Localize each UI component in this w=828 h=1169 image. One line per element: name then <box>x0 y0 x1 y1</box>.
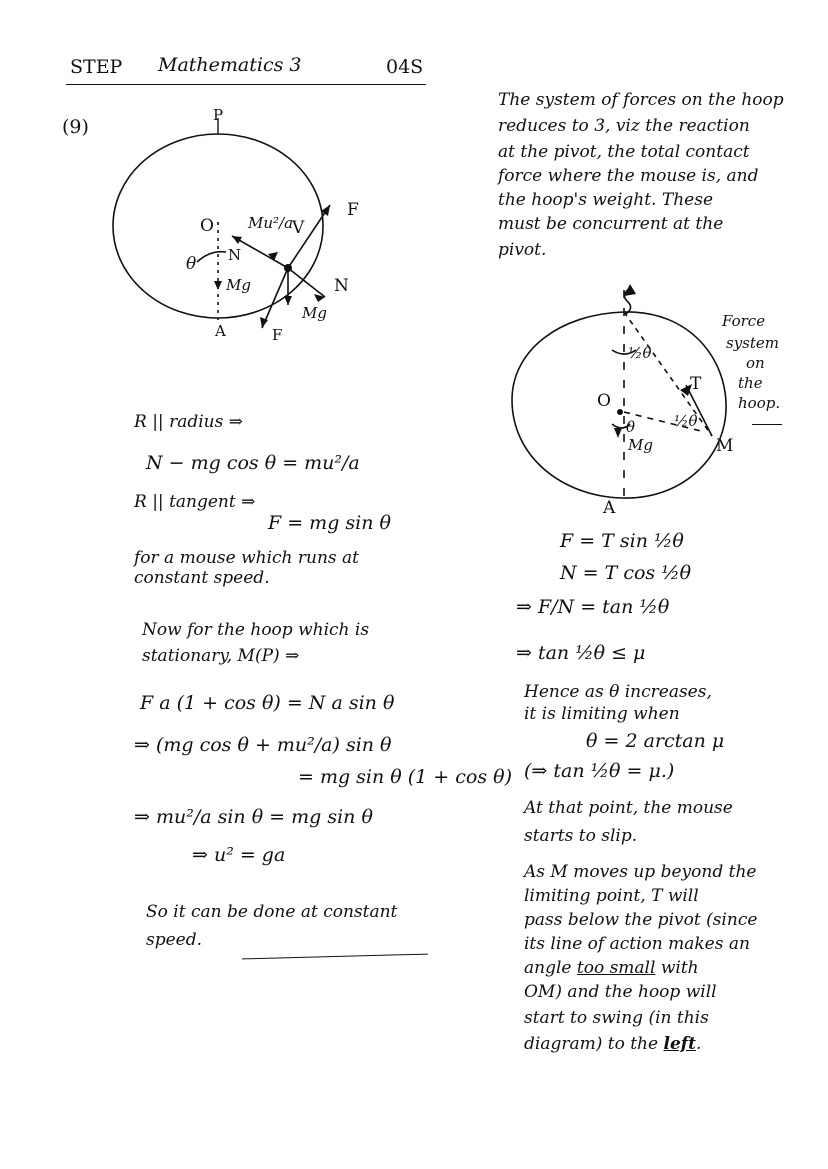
label-mg-outer: Mg <box>302 304 327 322</box>
label-m: M <box>716 436 734 456</box>
label-theta-2: θ <box>626 418 636 436</box>
side-label-5: hoop. <box>738 394 781 412</box>
right-hence-2: it is limiting when <box>524 704 680 724</box>
right-final-6: OM) and the hoop will <box>524 982 717 1002</box>
o-dot <box>617 409 623 415</box>
header-title: Mathematics 3 <box>158 54 302 76</box>
left-r-radius: R || radius ⇒ <box>134 412 243 432</box>
intro-line-1: The system of forces on the hoop <box>498 90 784 110</box>
right-eq4: ⇒ tan ½θ ≤ μ <box>516 642 646 664</box>
header-code: 04S <box>386 56 424 78</box>
intro-line-7: pivot. <box>498 240 547 260</box>
side-label-3: on <box>746 354 765 372</box>
label-a: A <box>215 322 226 340</box>
label-half-theta-top: ½θ <box>628 344 652 362</box>
label-p: P <box>213 106 224 124</box>
label-half-theta-right: ½θ <box>674 412 698 430</box>
left-eq1: N − mg cos θ = mu²/a <box>146 452 360 474</box>
left-eq3: F a (1 + cos θ) = N a sin θ <box>140 692 395 714</box>
label-o-2: O <box>597 391 611 411</box>
label-t: T <box>690 374 702 394</box>
left-mouse-1: for a mouse which runs at <box>134 548 360 568</box>
header-left: STEP <box>70 56 123 78</box>
right-hence-3: θ = 2 arctan μ <box>586 730 725 752</box>
right-hence-1: Hence as θ increases, <box>524 682 712 702</box>
side-label-4: the <box>738 374 763 392</box>
left-eq5: = mg sin θ (1 + cos θ) <box>298 766 512 788</box>
right-final-8a: diagram) to the <box>524 1034 659 1054</box>
label-mu2a: Mu²/a <box>248 214 294 232</box>
right-final-2: limiting point, T will <box>524 886 699 906</box>
right-final-5 <box>524 960 699 977</box>
left-mouse-2: constant speed. <box>134 568 270 588</box>
right-eq2: N = T cos ½θ <box>560 562 692 584</box>
intro-line-4: force where the mouse is, and <box>498 166 759 186</box>
intro-line-2: reduces to 3, viz the reaction <box>498 116 750 136</box>
right-eq3: ⇒ F/N = tan ½θ <box>516 596 670 618</box>
label-o: O <box>200 216 214 236</box>
label-n-outer: N <box>334 276 349 296</box>
label-f-top: F <box>347 200 359 220</box>
label-f-bottom: F <box>272 326 283 344</box>
question-number: (9) <box>62 116 89 138</box>
left-hoop-2: stationary, M(P) ⇒ <box>142 646 300 666</box>
side-label-1: Force <box>722 312 766 330</box>
hoop-circle-2 <box>512 312 726 498</box>
right-final-3: pass below the pivot (since <box>524 910 758 930</box>
right-slip-2: starts to slip. <box>524 826 638 846</box>
label-mg-inner: Mg <box>226 276 251 294</box>
left-r-tangent: R || tangent ⇒ <box>134 492 256 512</box>
side-label-2: system <box>726 334 779 352</box>
intro-line-3: at the pivot, the total contact <box>498 142 750 162</box>
left-eq2: F = mg sin θ <box>268 512 391 534</box>
left-hoop-1: Now for the hoop which is <box>142 620 370 640</box>
left-conclusion-1: So it can be done at constant <box>146 902 398 922</box>
intro-line-5: the hoop's weight. These <box>498 190 713 210</box>
label-theta: θ <box>186 254 197 274</box>
right-eq1: F = T sin ½θ <box>560 530 684 552</box>
label-mg-2: Mg <box>628 436 653 454</box>
right-final-8b: left <box>663 1034 696 1054</box>
label-a-2: A <box>603 498 616 518</box>
label-n-inner: N <box>228 246 242 264</box>
left-eq4: ⇒ (mg cos θ + mu²/a) sin θ <box>134 734 392 756</box>
label-v: V <box>292 218 305 238</box>
arrow-pivot <box>624 284 636 296</box>
right-final-8c: . <box>695 1034 702 1054</box>
right-slip-1: At that point, the mouse <box>524 798 733 818</box>
right-final-5a: angle <box>524 958 572 978</box>
right-final-4: its line of action makes an <box>524 934 750 954</box>
arrow-mg-2 <box>614 428 622 438</box>
intro-line-6: must be concurrent at the <box>498 214 724 234</box>
left-eq7: ⇒ u² = ga <box>192 844 286 866</box>
right-final-1: As M moves up beyond the <box>524 862 757 882</box>
left-eq6: ⇒ mu²/a sin θ = mg sin θ <box>134 806 373 828</box>
side-label-rule <box>752 424 782 425</box>
right-final-5c: with <box>660 958 699 978</box>
right-final-8 <box>524 1036 701 1053</box>
right-final-5b: too small <box>576 958 656 978</box>
left-conclusion-2: speed. <box>146 930 203 950</box>
right-hence-4: (⇒ tan ½θ = μ.) <box>524 760 675 782</box>
right-final-7: start to swing (in this <box>524 1008 709 1028</box>
